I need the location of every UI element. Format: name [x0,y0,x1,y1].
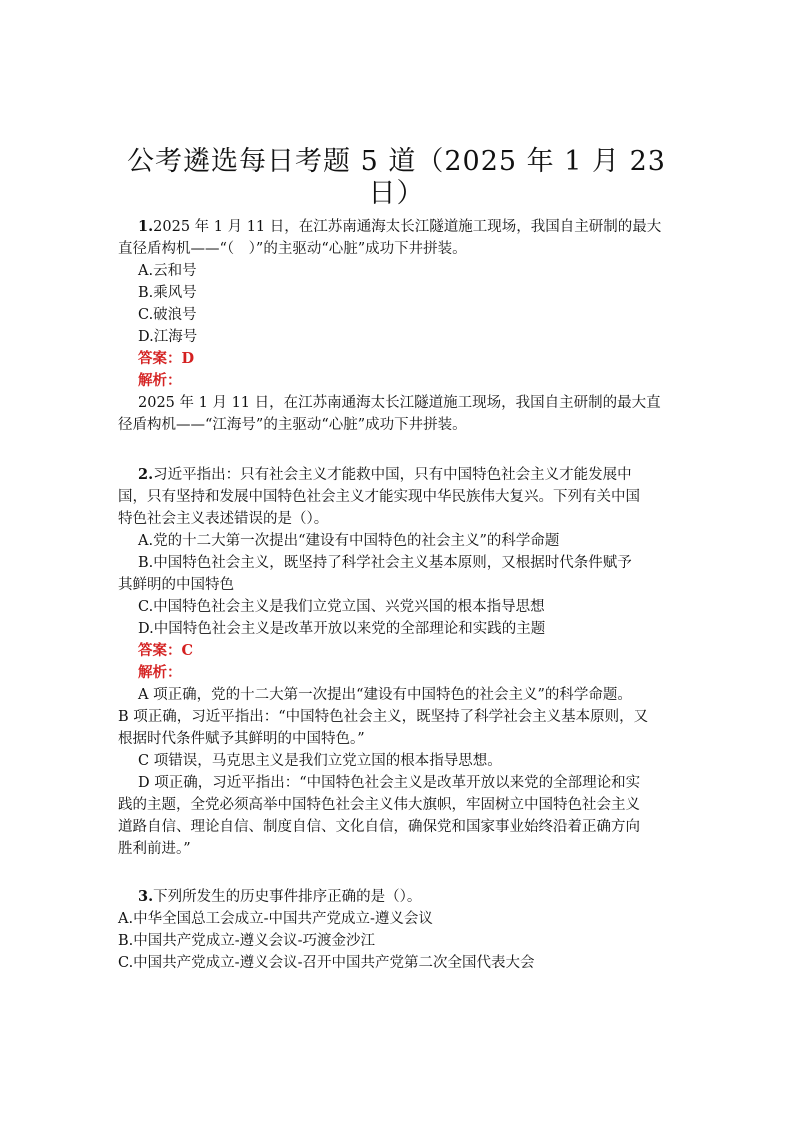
question-2-analysis-line-1: A 项正确，党的十二大第一次提出“建设有中国特色的社会主义”的科学命题。 [138,687,632,703]
question-2-analysis-line-8: 胜利前进。” [118,841,191,857]
question-2-option-b-cont: 其鲜明的中国特色 [118,577,234,593]
question-3-option-c: C.中国共产党成立-遵义会议-召开中国共产党第二次全国代表大会 [118,955,535,971]
question-1-number: 1. [138,218,154,235]
question-1-text-1: 2025 年 1 月 11 日，在江苏南通海太长江隧道施工现场，我国自主研制的最大 [153,219,662,235]
question-1-line-1 [138,216,661,238]
question-2-option-d: D.中国特色社会主义是改革开放以来党的全部理论和实践的主题 [138,621,546,637]
question-2-text-1: 习近平指出：只有社会主义才能救中国，只有中国特色社会主义才能发展中 [153,467,632,483]
question-2-analysis-line-6: 践的主题，全党必须高举中国特色社会主义伟大旗帜，牢固树立中国特色社会主义 [118,797,640,813]
question-1-line-2: 直径盾构机——“（ ）”的主驱动“心脏”成功下井拼装。 [118,241,467,257]
question-3-number: 3. [138,888,154,905]
question-3-option-b: B.中国共产党成立-遵义会议-巧渡金沙江 [118,933,376,949]
document-title-line-2: 日） [368,178,425,209]
question-1-option-a: A.云和号 [138,263,197,279]
question-1-option-d: D.江海号 [138,329,198,345]
question-3-text-1: 下列所发生的历史事件排序正确的是（）。 [153,889,422,905]
question-2-option-a: A.党的十二大第一次提出“建设有中国特色的社会主义”的科学命题 [138,533,560,549]
question-2-number: 2. [138,466,154,483]
question-1-answer: 答案：D [138,350,195,367]
question-2-line-2: 国，只有坚持和发展中国特色社会主义才能实现中华民族伟大复兴。下列有关中国 [118,489,640,505]
question-2-option-b: B.中国特色社会主义，既坚持了科学社会主义基本原则，又根据时代条件赋予 [138,555,632,571]
question-1-analysis-line-1: 2025 年 1 月 11 日，在江苏南通海太长江隧道施工现场，我国自主研制的最大直 [138,395,661,411]
question-2-analysis-label: 解析： [138,664,182,681]
question-1-option-b: B.乘风号 [138,285,197,301]
question-1-analysis-label: 解析： [138,372,182,389]
question-1-analysis-line-2: 径盾构机——“江海号”的主驱动“心脏”成功下井拼装。 [118,417,467,433]
question-3-line-1 [138,886,421,908]
question-2-analysis-line-4: C 项错误，马克思主义是我们立党立国的根本指导思想。 [138,753,502,769]
question-2-analysis-line-5: D 项正确，习近平指出：“中国特色社会主义是改革开放以来党的全部理论和实 [138,775,641,791]
question-2-analysis-line-7: 道路自信、理论自信、制度自信、文化自信，确保党和国家事业始终沿着正确方向 [118,819,640,835]
question-2-analysis-line-3: 根据时代条件赋予其鲜明的中国特色。” [118,731,365,747]
question-2-analysis-line-2: B 项正确，习近平指出：“中国特色社会主义，既坚持了科学社会主义基本原则，又 [118,709,649,725]
document-title-line-1: 公考遴选每日考题 5 道（2025 年 1 月 23 [127,146,666,177]
question-2-answer: 答案：C [138,642,194,659]
question-2-line-3: 特色社会主义表述错误的是（）。 [118,511,329,527]
question-1-option-c: C.破浪号 [138,307,197,323]
question-3-option-a: A.中华全国总工会成立-中国共产党成立-遵义会议 [118,911,433,927]
question-2-option-c: C.中国特色社会主义是我们立党立国、兴党兴国的根本指导思想 [138,599,545,615]
question-2-line-1 [138,464,632,486]
